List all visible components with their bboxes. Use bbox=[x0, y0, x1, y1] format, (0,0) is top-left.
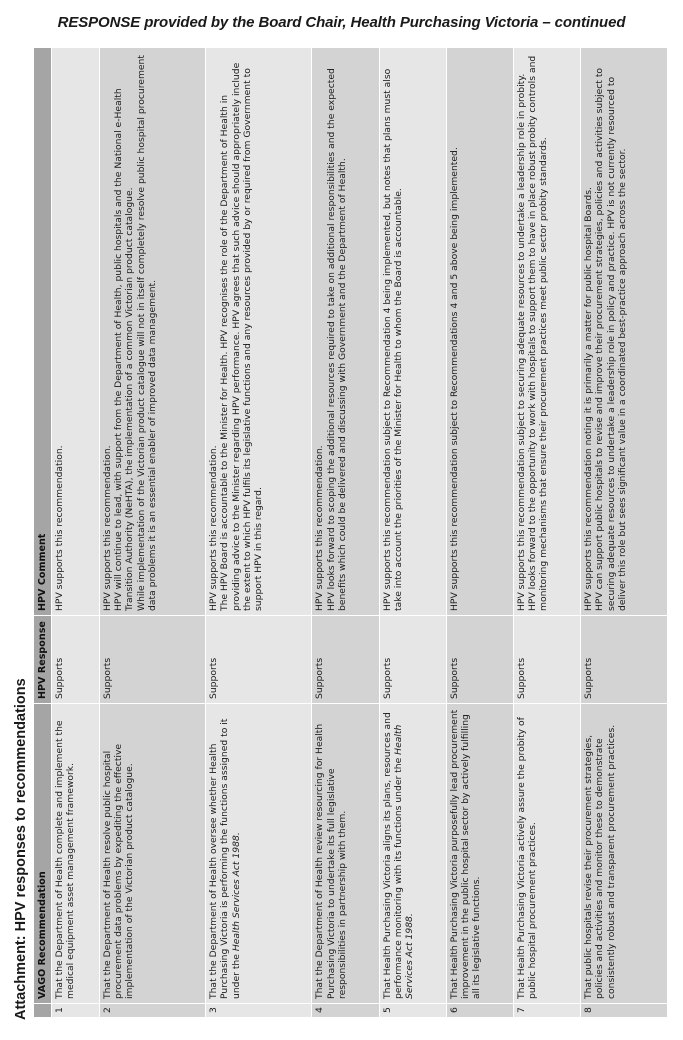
comment-paragraph: The HPV Board is accountable to the Minister for Health. HPV recognises the role of the Department of Health in providing advice to the Minister regarding HPV performance. HPV agrees that such advice should appropriately include the extent to which HPV fulfils its legislative functions and any resources provided by or required from Government to support HPV in this regard. bbox=[219, 62, 264, 611]
page-header: RESPONSE provided by the Board Chair, Health Purchasing Victoria – continued bbox=[57, 14, 626, 31]
row-response: Supports bbox=[446, 616, 513, 704]
table-row bbox=[581, 48, 668, 1018]
row-comment bbox=[446, 48, 513, 616]
recommendation-act-title: Health Services Act 1988. bbox=[230, 832, 242, 952]
recommendation-text: That Health Purchasing Victoria actively assure the probity of public hospital procurement practices. bbox=[516, 717, 539, 999]
recommendations-table bbox=[33, 47, 668, 1018]
row-comment bbox=[581, 48, 668, 616]
comment-paragraph: HPV supports this recommendation. bbox=[314, 445, 326, 611]
table-row bbox=[52, 48, 100, 1018]
row-response: Supports bbox=[514, 616, 581, 704]
recommendation-text: That the Department of Health review resourcing for Health Purchasing Victoria to undertake its full legislative responsibilities in partnership with them. bbox=[314, 723, 348, 999]
row-recommendation bbox=[379, 704, 446, 1004]
comment-paragraph: HPV supports this recommendation. bbox=[208, 445, 220, 611]
row-response: Supports bbox=[52, 616, 100, 704]
recommendation-text: That Health Purchasing Victoria aligns its plans, resources and performance monitoring with its functions under the bbox=[381, 712, 404, 999]
row-comment bbox=[514, 48, 581, 616]
row-recommendation bbox=[52, 704, 100, 1004]
table-row bbox=[514, 48, 581, 1018]
row-comment bbox=[312, 48, 379, 616]
row-response: Supports bbox=[379, 616, 446, 704]
row-recommendation bbox=[206, 704, 312, 1004]
row-recommendation bbox=[99, 704, 205, 1004]
table-row bbox=[206, 48, 312, 1018]
comment-paragraph: HPV can support public hospitals to revise and improve their procurement strategies, policies and activities subject to securing adequate resources to undertake a leadership role in policy and practice. HPV is not currently resourced to deliver this role but sees significant value in a coordinated best-practice approach across the sector. bbox=[594, 67, 628, 611]
recommendation-text: That Health Purchasing Victoria purposefully lead procurement improvement in the public hospital sector by actively fulfilling all its legislative functions. bbox=[448, 709, 483, 999]
table-row bbox=[379, 48, 446, 1018]
recommendation-text: That the Department of Health resolve public hospital procurement data problems by expediting the effective implementation of the Victorian product catalogue. bbox=[101, 743, 136, 999]
header-recommendation: VAGO Recommendation bbox=[34, 704, 52, 1004]
table-row bbox=[312, 48, 379, 1018]
row-comment bbox=[206, 48, 312, 616]
comment-paragraph: HPV supports this recommendation subject to Recommendations 4 and 5 above being implemented. bbox=[448, 147, 460, 611]
row-number: 8 bbox=[581, 1004, 668, 1018]
row-response: Supports bbox=[206, 616, 312, 704]
row-number: 5 bbox=[379, 1004, 446, 1018]
row-recommendation bbox=[514, 704, 581, 1004]
row-recommendation bbox=[581, 704, 668, 1004]
comment-paragraph: HPV looks forward to scoping the additional resources required to take on additional responsibilities and the expected benefits which could be delivered and discussing with Government and the Department of Health. bbox=[325, 68, 348, 611]
recommendations-table-wrapper bbox=[33, 48, 668, 1018]
comment-paragraph: HPV supports this recommendation subject to securing adequate resources to undertake a leadership role in probity. bbox=[516, 73, 527, 611]
header-comment: HPV Comment bbox=[34, 48, 52, 616]
row-response: Supports bbox=[99, 616, 205, 704]
comment-paragraph: HPV will continue to lead, with support from the Department of Health, public hospitals and the National e-Health Transition Authority (NeHTA), the implementation of a common Victorian product catalogue. bbox=[113, 88, 136, 611]
row-comment bbox=[379, 48, 446, 616]
recommendation-text: That the Department of Health complete and implement the medical equipment asset management framework. bbox=[54, 720, 77, 999]
header-number bbox=[34, 1004, 52, 1018]
comment-paragraph: HPV supports this recommendation. bbox=[101, 445, 113, 611]
table-header-row bbox=[34, 48, 52, 1018]
row-number: 1 bbox=[52, 1004, 100, 1018]
recommendation-text: That public hospitals revise their procurement strategies, policies and activities and monitor these to demonstrate consistently robust and transparent procurement practices. bbox=[583, 724, 617, 999]
comment-paragraph: HPV supports this recommendation noting it is primarily a matter for public hospital Boards. bbox=[583, 187, 595, 611]
recommendation-act-title: Health Services Act 1988. bbox=[392, 724, 415, 999]
row-number: 7 bbox=[514, 1004, 581, 1018]
row-number: 2 bbox=[99, 1004, 205, 1018]
comment-paragraph: While implementation of the Victorian product catalogue will not in itself completely resolve public hospital procurement data problems it is an essential enabler of improved data management. bbox=[135, 55, 158, 611]
header-response: HPV Response bbox=[34, 616, 52, 704]
comment-paragraph: HPV supports this recommendation. bbox=[54, 445, 66, 611]
row-response: Supports bbox=[581, 616, 668, 704]
comment-paragraph: HPV looks forward to the opportunity to work with hospitals to support them to have in place robust probity controls and monitoring mechanisms that ensure their procurement practices meet public sector probity standards. bbox=[527, 55, 550, 611]
row-recommendation bbox=[312, 704, 379, 1004]
table-body bbox=[52, 48, 668, 1018]
row-number: 6 bbox=[446, 1004, 513, 1018]
row-recommendation bbox=[446, 704, 513, 1004]
comment-paragraph: HPV supports this recommendation subject to Recommendation 4 being implemented, but notes that plans must also take into account the priorities of the Minister for Health to whom the Board is accountable. bbox=[381, 68, 404, 611]
row-number: 3 bbox=[206, 1004, 312, 1018]
table-row bbox=[446, 48, 513, 1018]
row-response: Supports bbox=[312, 616, 379, 704]
attachment-title: Attachment: HPV responses to recommendations bbox=[13, 678, 29, 1020]
row-comment bbox=[52, 48, 100, 616]
table-row bbox=[99, 48, 205, 1018]
row-number: 4 bbox=[312, 1004, 379, 1018]
recommendation-text: That the Department of Health oversee whether Health Purchasing Victoria is performing the functions assigned to it under the bbox=[208, 718, 242, 999]
row-comment bbox=[99, 48, 205, 616]
